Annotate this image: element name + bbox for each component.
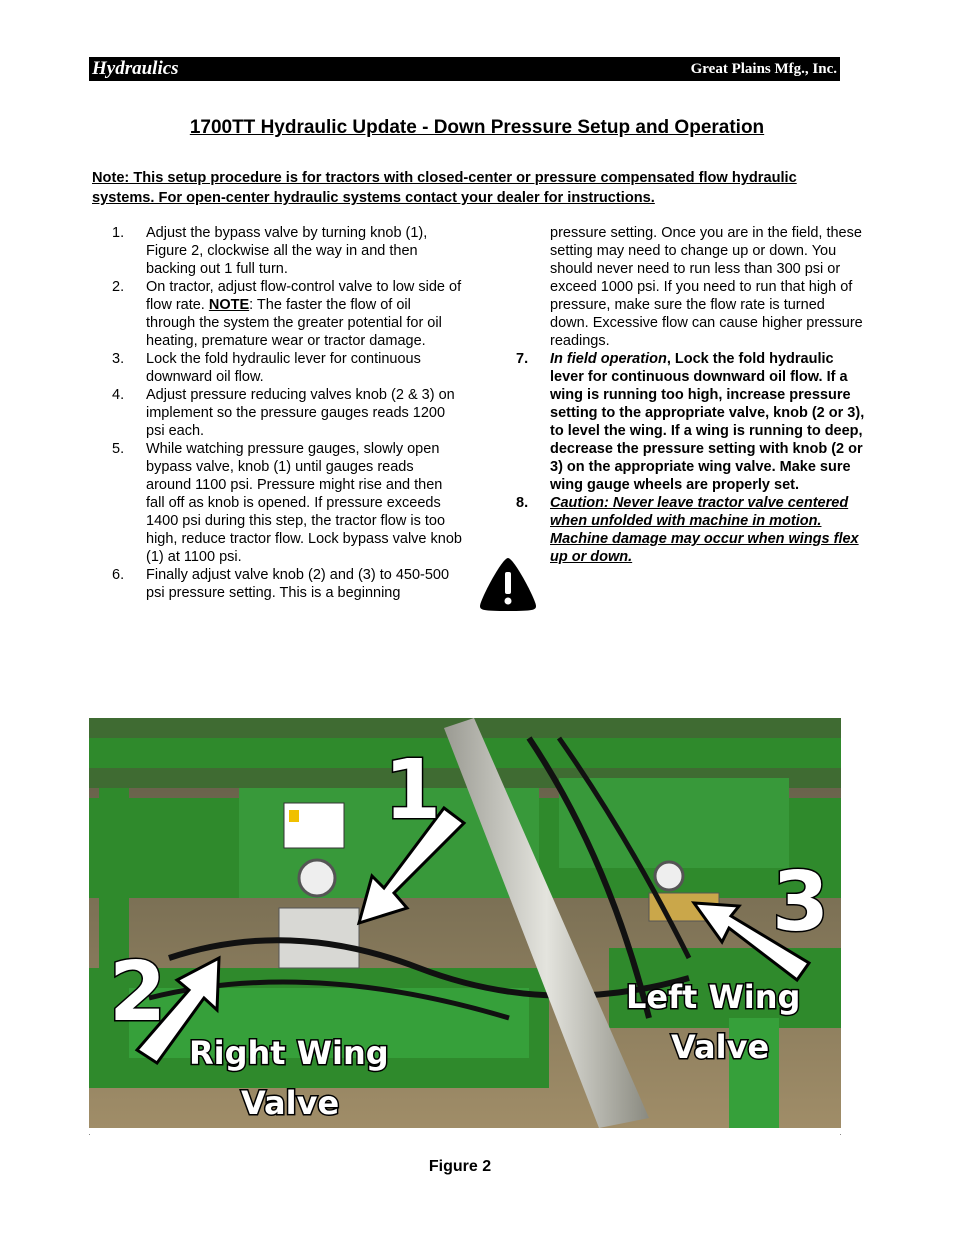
setup-note: Note: This setup procedure is for tractors with closed-center or pressure compensated flow hydraulic systems. For open-center hydraulic systems contact your dealer for instructions. (92, 170, 797, 206)
step-7 (516, 350, 866, 494)
step-number: 2. (112, 279, 125, 295)
section-title: Hydraulics (92, 58, 179, 79)
step-text: Lock the fold hydraulic lever for continuous downward oil flow. (146, 351, 421, 385)
step-number: 5. (112, 441, 125, 457)
steps-right-column (516, 224, 866, 566)
left-wing-label-line1: Left Wing (626, 978, 801, 1016)
right-wing-label-line2: Valve (241, 1084, 340, 1122)
company-name: Great Plains Mfg., Inc. (690, 61, 837, 77)
step-5 (112, 440, 462, 566)
step-number: 6. (112, 567, 125, 583)
step-number: 4. (112, 387, 125, 403)
step-text-part: : The faster the flow of oil through the system the greater potential for oil heating, premature wear or tractor damage. (146, 297, 442, 349)
caution-text: Caution: Never leave tractor valve centered when unfolded with machine in motion. Machine damage may occur when wings flex up or down. (550, 495, 859, 565)
step-6 (112, 566, 462, 602)
step-text: Adjust the bypass valve by turning knob (1), Figure 2, clockwise all the way in and then backing out 1 full turn. (146, 225, 428, 277)
step-2 (112, 278, 462, 350)
figure-border-mark (89, 1134, 90, 1135)
step-text-part: , Lock the fold hydraulic lever for continuous downward oil flow. If a wing is running too high, increase pressure setting to the appropriate valve, knob (2 or 3), to level the wing. If a wing is running to deep, decrease the pressure setting with knob (2 or 3) on the appropriate wing valve. Make sure wing gauge wheels are properly set. (550, 351, 865, 493)
step-number: 7. (516, 351, 529, 367)
page-title: 1700TT Hydraulic Update - Down Pressure Setup and Operation (189, 117, 765, 138)
callout-2-label: 2 (109, 945, 167, 1040)
warning-icon (478, 556, 538, 612)
step-3 (112, 350, 462, 386)
step-4 (112, 386, 462, 440)
step-text-part: On tractor, adjust flow-control valve to low side of flow rate. (146, 279, 462, 313)
figure-caption: Figure 2 (428, 1158, 492, 1175)
step-number: 3. (112, 351, 125, 367)
step-text: While watching pressure gauges, slowly open bypass valve, knob (1) until gauges reads around 1100 psi. Pressure might rise and then fall off as knob is opened. If pressure exceeds 1400 psi during this step, the tractor flow is too high, reduce tractor flow. Lock bypass valve knob (1) at 1100 psi. (146, 441, 462, 565)
figure-border-mark (840, 1134, 841, 1135)
callout-3-label: 3 (772, 855, 830, 950)
step-lead: In field operation (550, 351, 667, 367)
step-text: Adjust pressure reducing valves knob (2 & 3) on implement so the pressure gauges reads 1200 psi each. (146, 387, 455, 439)
right-wing-label-line1: Right Wing (189, 1034, 389, 1072)
step-text: Finally adjust valve knob (2) and (3) to 450-500 psi pressure setting. This is a beginning (146, 567, 450, 601)
step-1 (112, 224, 462, 278)
header-bar (89, 57, 840, 81)
step-text (146, 278, 462, 350)
step-6-continued: pressure setting. Once you are in the field, these setting may need to change up or down. You should never need to run less than 300 psi or exceed 1000 psi. If you need to run that high of pressure, make sure the flow rate is turned down. Excessive flow can cause higher pressure readings. (550, 225, 863, 349)
callout-1-label: 1 (384, 743, 442, 838)
step-text (550, 350, 866, 494)
implement-illustration (89, 718, 841, 1128)
steps-left-column (112, 224, 462, 602)
step-number: 1. (112, 225, 125, 241)
note-keyword: NOTE (208, 297, 250, 313)
step-8 (516, 494, 866, 566)
left-wing-label-line2: Valve (671, 1028, 770, 1066)
step-number: 8. (516, 495, 529, 511)
figure-photo (89, 718, 841, 1128)
